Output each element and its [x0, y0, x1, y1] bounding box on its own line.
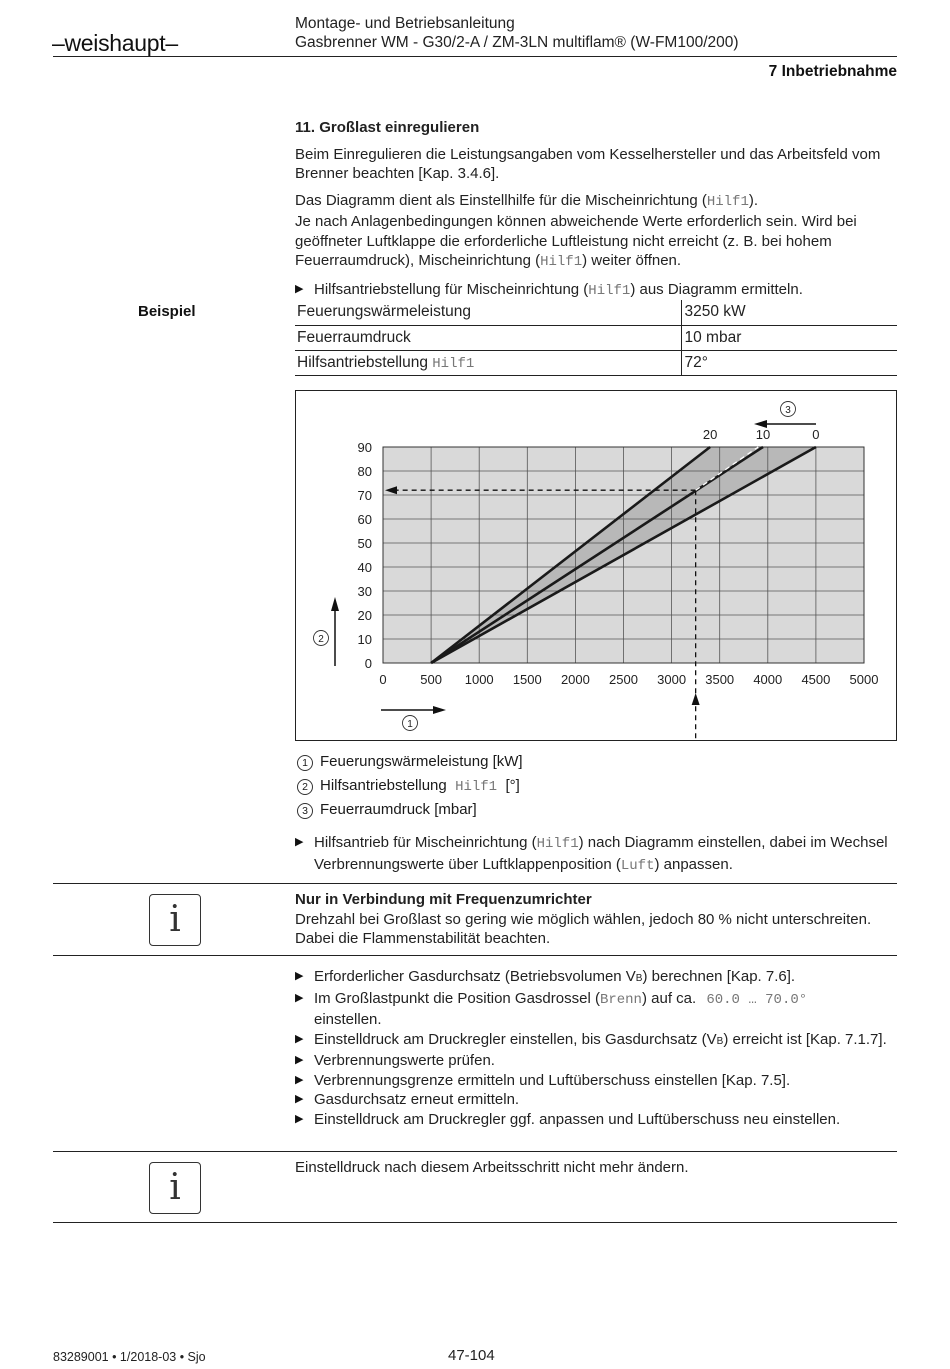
x-tick-label: 5000	[849, 672, 879, 687]
parameter-range: 60.0 … 70.0°	[706, 991, 808, 1008]
triangle-bullet-icon: ▶	[295, 991, 304, 1004]
table-row	[295, 325, 897, 350]
y-axis-arrow-head	[331, 597, 339, 611]
triangle-bullet-icon: ▶	[295, 1054, 304, 1066]
table-cell-label	[295, 300, 681, 325]
x-tick-label: 3500	[705, 672, 735, 687]
step-section	[295, 118, 900, 301]
list-item	[295, 1030, 900, 1052]
table-row	[295, 350, 897, 375]
triangle-bullet-icon: ▶	[295, 1073, 304, 1086]
parameter-code: Hilf1	[536, 836, 579, 852]
info-note-2	[295, 1158, 900, 1178]
text: Das Diagramm dient als Einstellhilfe für die Mischeinrichtung (	[295, 191, 707, 209]
table-cell-label	[295, 350, 681, 375]
parameter-code: Hilf1	[588, 282, 631, 299]
y-tick-label: 90	[357, 440, 372, 455]
legend-number: 2	[297, 779, 313, 795]
text: Erforderlicher Gasdurchsatz (Betriebsvolumen V	[314, 968, 636, 985]
text: Hilfsantriebstellung	[297, 353, 428, 371]
series-label: 0	[812, 427, 820, 442]
page-number: 47-104	[448, 1347, 495, 1364]
text: ) auf ca.	[641, 989, 701, 1007]
subscript: B	[716, 1035, 724, 1047]
text: Hilfsantrieb für Mischeinrichtung (	[314, 834, 537, 851]
series-label: 20	[702, 427, 718, 442]
y-axis-marker-label: 2	[318, 634, 324, 645]
legend-item	[297, 798, 897, 822]
legend-text: Hilfsantriebstellung	[320, 777, 447, 794]
triangle-bullet-icon: ▶	[295, 836, 304, 848]
table-cell-label	[295, 325, 681, 350]
y-tick-label: 30	[357, 584, 372, 599]
chapter-title: 7 Inbetriebnahme	[768, 63, 897, 80]
header-rule	[53, 56, 897, 57]
hilfsantrieb-diagram	[296, 391, 896, 740]
weishaupt-logo: –weishaupt–	[52, 30, 178, 56]
info-rule-bottom	[53, 955, 897, 956]
y-tick-label: 70	[357, 488, 372, 503]
triangle-bullet-icon: ▶	[295, 970, 304, 982]
text: ) weiter öffnen.	[582, 252, 682, 269]
document-title	[295, 14, 739, 52]
x-tick-label: 2500	[609, 672, 638, 687]
text: Im Großlastpunkt die Position Gasdrossel (	[314, 989, 600, 1007]
list-item	[295, 967, 900, 989]
triangle-bullet-icon: ▶	[295, 1032, 304, 1045]
y-tick-label: 50	[357, 536, 372, 551]
table-cell-value: 10 mbar	[681, 325, 897, 350]
text: Feuerungswärmeleistung	[297, 303, 472, 321]
x-tick-label: 2000	[560, 672, 590, 687]
document-title-line2: Gasbrenner WM - G30/2-A / ZM-3LN multiflam® (W-FM100/200)	[295, 34, 739, 51]
info-title: Nur in Verbindung mit Frequenzumrichter	[295, 891, 592, 908]
text: Je nach Anlagenbedingungen können abweichende Werte erforderlich sein. Wird bei geöffneter Luftklappe die erforderliche Luftleistung nicht erreicht (z. B. bei hohem Feuerraumdruck), Mischeinrichtung (	[295, 213, 857, 269]
instruction-bullet	[295, 833, 900, 876]
series-label: 10	[755, 427, 771, 442]
text: ) erreicht ist [Kap. 7.1.7].	[723, 1030, 887, 1048]
info-rule-top	[53, 883, 897, 884]
info-text: Drehzahl bei Großlast so gering wie möglich wählen, jedoch 80 % nicht unterschreiten. Dabei die Flammenstabilität beachten.	[295, 910, 872, 947]
parameter-code: Hilf1	[706, 193, 749, 210]
info-text: Einstelldruck nach diesem Arbeitsschritt nicht mehr ändern.	[295, 1159, 689, 1176]
table-cell-value: 72°	[681, 350, 897, 375]
info-rule-bottom	[53, 1222, 897, 1223]
pressure-marker-label: 3	[785, 405, 791, 416]
parameter-code: Brenn	[599, 991, 642, 1008]
legend-item	[297, 774, 897, 798]
parameter-code: Hilf1	[455, 779, 498, 795]
text: einstellen.	[314, 1011, 382, 1028]
example-label: Beispiel	[138, 303, 196, 320]
x-tick-label: 0	[379, 672, 387, 687]
x-tick-label: 3000	[657, 672, 687, 687]
x-axis-marker-label: 1	[407, 719, 413, 730]
text: Verbrennungsgrenze ermitteln und Luftüberschuss einstellen [Kap. 7.5].	[314, 1071, 791, 1089]
text: ) anpassen.	[654, 855, 733, 873]
info-glyph: i	[169, 1167, 181, 1208]
y-tick-label: 80	[357, 464, 372, 479]
text: Hilfsantriebstellung für Mischeinrichtung (	[314, 280, 589, 298]
diagram-legend	[297, 750, 897, 822]
info-icon	[149, 1162, 201, 1214]
text: Verbrennungswerte prüfen.	[314, 1052, 495, 1069]
legend-text: Feuerraumdruck [mbar]	[320, 801, 477, 818]
triangle-bullet-icon: ▶	[295, 1112, 304, 1125]
y-tick-label: 40	[357, 560, 372, 575]
steps-list	[295, 967, 900, 1129]
text: ) aus Diagramm ermitteln.	[630, 280, 803, 298]
y-tick-label: 0	[364, 656, 372, 671]
table-row	[295, 300, 897, 325]
legend-item	[297, 750, 897, 774]
parameter-code: Hilf1	[432, 355, 475, 372]
table-cell-value: 3250 kW	[681, 300, 897, 325]
adjust-instruction	[295, 833, 900, 876]
text: Einstelldruck am Druckregler einstellen, bis Gasdurchsatz (V	[314, 1030, 717, 1048]
list-item	[295, 1090, 900, 1110]
x-tick-label: 1000	[464, 672, 494, 687]
text: Feuerraumdruck	[297, 328, 411, 346]
list-item	[295, 989, 900, 1030]
info-rule-top	[53, 1151, 897, 1152]
legend-unit: [°]	[505, 777, 520, 794]
list-item	[295, 1110, 900, 1130]
y-tick-label: 20	[357, 608, 372, 623]
example-table	[295, 300, 897, 376]
legend-number: 3	[297, 803, 313, 819]
info-glyph: i	[169, 899, 181, 940]
list-item	[295, 1051, 900, 1071]
x-axis-arrow-head	[433, 706, 446, 714]
diagram-frame	[295, 390, 897, 741]
text: ).	[748, 191, 759, 209]
x-tick-label: 500	[420, 672, 442, 687]
step-paragraph-1: Beim Einregulieren die Leistungsangaben vom Kesselhersteller und das Arbeitsfeld vom Brenner beachten [Kap. 3.4.6].	[295, 145, 881, 182]
step-paragraph-2	[295, 191, 900, 213]
parameter-code: Hilf1	[540, 254, 583, 270]
list-item	[295, 1071, 900, 1091]
legend-text: Feuerungswärmeleistung [kW]	[320, 753, 523, 770]
x-tick-label: 1500	[512, 672, 542, 687]
document-number: 83289001 • 1/2018-03 • Sjo	[53, 1350, 206, 1364]
text: ) nach Diagramm einstellen, dabei im Wechsel Verbrennungswerte über Luftklappenposition (	[314, 834, 888, 873]
text: ) berechnen [Kap. 7.6].	[642, 968, 796, 985]
x-tick-label: 4500	[801, 672, 831, 687]
step-paragraph-3	[295, 212, 900, 273]
text: Gasdurchsatz erneut ermitteln.	[314, 1091, 520, 1108]
step-title: 11. Großlast einregulieren	[295, 119, 480, 136]
info-icon	[149, 894, 201, 946]
triangle-bullet-icon: ▶	[295, 282, 304, 295]
triangle-bullet-icon: ▶	[295, 1093, 304, 1105]
info-note-1	[295, 890, 885, 949]
instruction-bullet	[295, 280, 900, 302]
document-title-line1: Montage- und Betriebsanleitung	[295, 15, 515, 32]
parameter-code: Luft	[620, 857, 655, 874]
example-arrow-head	[692, 693, 700, 705]
x-tick-label: 4000	[753, 672, 783, 687]
subscript: B	[635, 973, 643, 984]
y-tick-label: 60	[357, 512, 372, 527]
text: Einstelldruck am Druckregler ggf. anpassen und Luftüberschuss neu einstellen.	[314, 1110, 841, 1128]
legend-number: 1	[297, 755, 313, 771]
y-tick-label: 10	[357, 632, 372, 647]
